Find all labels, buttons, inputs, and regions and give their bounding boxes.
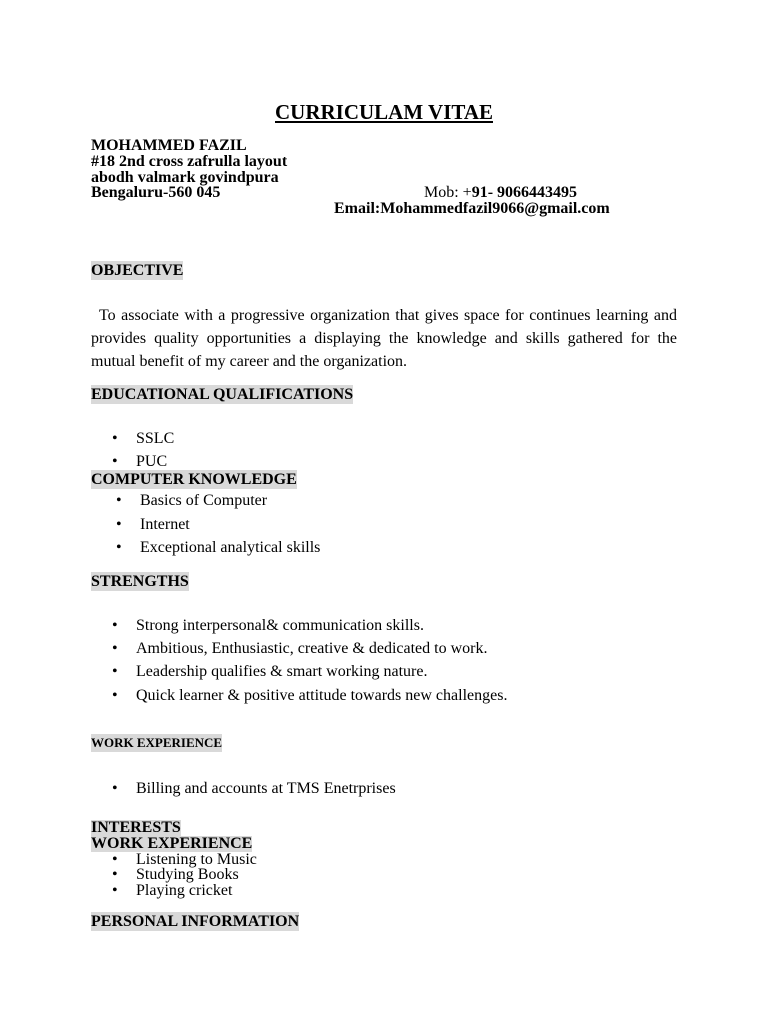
work-experience-heading-overlap: WORK EXPERIENCE <box>91 835 253 852</box>
list-item-text: Basics of Computer <box>140 492 268 509</box>
bullet-icon: • <box>112 663 118 680</box>
list-item-text: Ambitious, Enthusiastic, creative & dedicated to work. <box>136 640 488 657</box>
list-item <box>112 780 396 798</box>
list-item-text: Billing and accounts at TMS Enetrprises <box>136 780 396 797</box>
list-item-text: PUC <box>136 453 168 470</box>
list-item-text: SSLC <box>136 430 175 447</box>
bullet-icon: • <box>116 539 122 556</box>
list-item-text: Playing cricket <box>136 882 233 899</box>
bullet-icon: • <box>116 516 122 533</box>
list-item-text: Leadership qualifies & smart working nature. <box>136 663 428 680</box>
list-item <box>116 516 190 534</box>
mobile-number: 91- 9066443495 <box>471 184 578 201</box>
list-item <box>112 882 233 899</box>
bullet-icon: • <box>116 492 122 509</box>
bullet-icon: • <box>112 780 118 797</box>
bullet-icon: • <box>112 430 118 447</box>
address-line-2: abodh valmark govindpura <box>91 169 279 186</box>
bullet-icon: • <box>112 851 118 868</box>
mobile-label: Mob: + <box>424 184 472 201</box>
list-item <box>112 453 168 471</box>
list-item-text: Studying Books <box>136 866 239 883</box>
bullet-icon: • <box>112 687 118 704</box>
personal-heading: PERSONAL INFORMATION <box>91 913 300 930</box>
list-item <box>112 617 424 635</box>
bullet-icon: • <box>112 640 118 657</box>
bullet-icon: • <box>112 453 118 470</box>
address-line-1: #18 2nd cross zafrulla layout <box>91 153 288 170</box>
computer-heading: COMPUTER KNOWLEDGE <box>91 471 297 488</box>
list-item-text: Listening to Music <box>136 851 257 868</box>
mobile-contact <box>424 185 577 201</box>
strengths-heading: STRENGTHS <box>91 573 189 590</box>
bullet-icon: • <box>112 617 118 634</box>
list-item <box>112 430 175 448</box>
list-item <box>116 539 321 557</box>
list-item-text: Exceptional analytical skills <box>140 539 321 556</box>
bullet-icon: • <box>112 882 118 899</box>
bullet-icon: • <box>112 866 118 883</box>
list-item <box>112 687 508 705</box>
objective-heading: OBJECTIVE <box>91 262 184 279</box>
list-item-text: Internet <box>140 516 190 533</box>
list-item-text: Quick learner & positive attitude towards new challenges. <box>136 687 508 704</box>
objective-text: To associate with a progressive organization that gives space for continues learning and provides quality opportunities a displaying the knowledge and skills gathered for the mutual benefit of my career and the organization. <box>91 307 677 370</box>
work-heading: WORK EXPERIENCE <box>91 735 223 750</box>
list-item <box>112 866 239 883</box>
list-item-text: Strong interpersonal& communication skills. <box>136 617 424 634</box>
education-heading: EDUCATIONAL QUALIFICATIONS <box>91 386 354 403</box>
candidate-name: MOHAMMED FAZIL <box>91 137 247 154</box>
interests-heading: INTERESTS <box>91 819 181 836</box>
list-item <box>116 492 268 510</box>
address-line-3: Bengaluru-560 045 <box>91 184 221 201</box>
page-title: CURRICULAM VITAE <box>275 100 493 124</box>
email-contact: Email:Mohammedfazil9066@gmail.com <box>334 200 610 217</box>
list-item <box>112 640 488 658</box>
list-item <box>112 663 428 681</box>
